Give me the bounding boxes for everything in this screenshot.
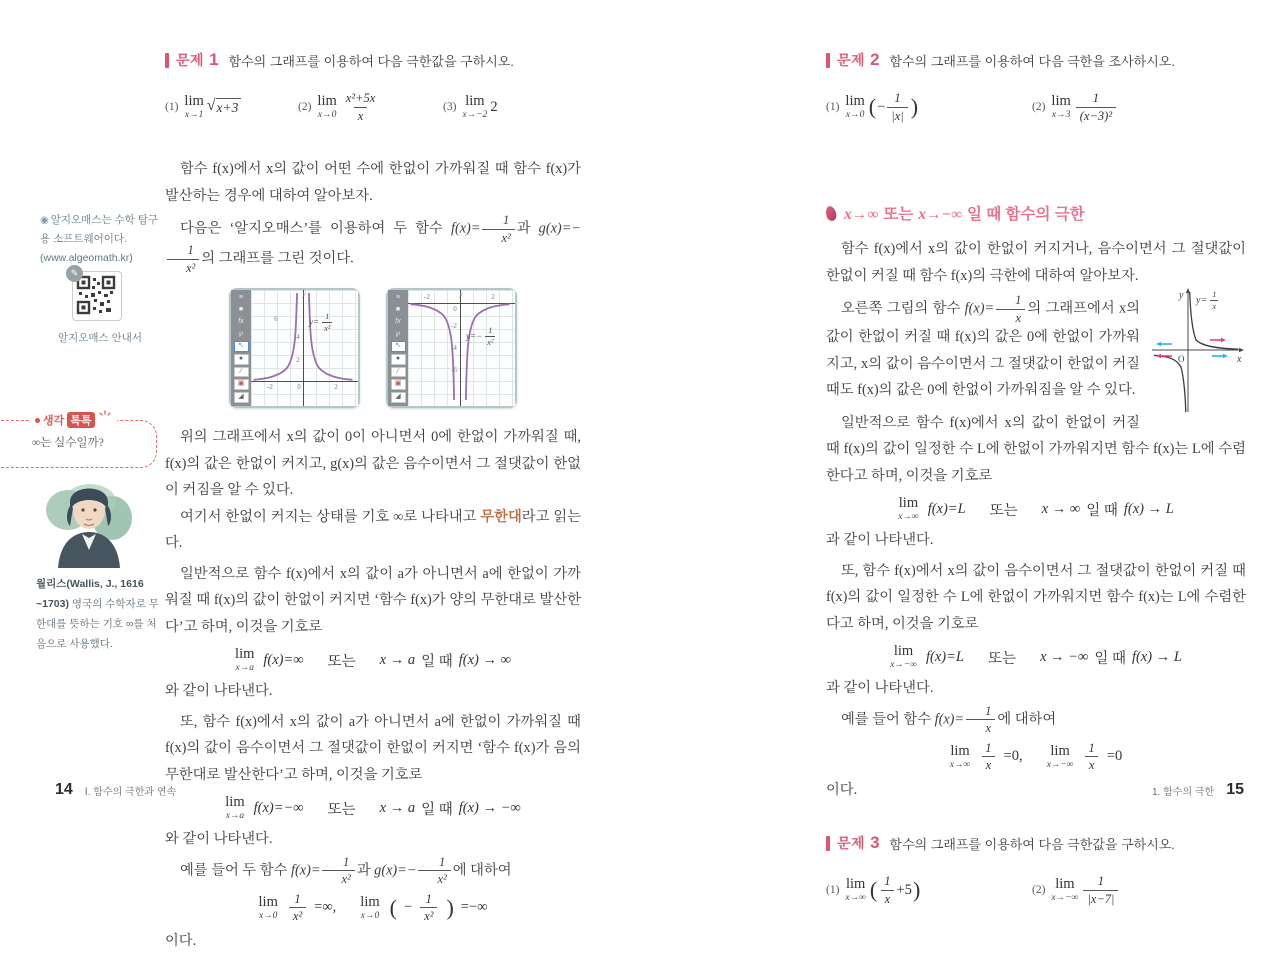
paragraph-notation-4: 과 같이 나타낸다. — [826, 675, 1246, 702]
formula-example-limits-zero: lim x→∞ $\frac{1}{x}$ =0, lim x→−∞ $\frac{1}{x}$ =0 — [826, 742, 1246, 772]
limit-symbol: lim x→−∞ — [1051, 877, 1078, 903]
problem3-prompt: 함수의 그래프를 이용하여 다음 극한값을 구하시오. — [890, 834, 1175, 853]
fraction: $\frac{1}{\text{(x−3)²}}$ — [1076, 92, 1116, 122]
wallis-portrait — [40, 472, 138, 568]
section-heading — [826, 202, 1246, 224]
x-tick: 0 — [297, 383, 301, 391]
formula-limit-L-neg: lim x→−∞ f(x)=L 또는 x → −∞ 일 때 f(x) → L — [826, 644, 1246, 670]
item-number: (3) — [443, 101, 456, 113]
y-tick: 2 — [296, 356, 300, 364]
transform-icon: ◢ — [234, 392, 249, 403]
fx-icon: fx — [392, 317, 405, 327]
menu-icon: ≡ — [392, 293, 405, 303]
menu-icon: ≡ — [235, 293, 248, 303]
paragraph-converge-pos: 일반적으로 함수 f(x)에서 x의 값이 한없이 커질 때 f(x)의 값이 일정한 수 L에 한없이 가까워지면 함수 f(x)는 L에 수렴한다고 하며, 이것을 기호로 — [826, 410, 1246, 490]
limit-symbol: lim x→0 — [259, 895, 278, 921]
blue-arrow-left-icon — [1156, 342, 1172, 346]
point-icon: ● — [234, 354, 249, 365]
shape-icon: ℘ — [392, 329, 405, 339]
open-paren: ( — [870, 881, 877, 899]
algeomath-side-note — [40, 211, 160, 268]
cursor-icon: ↖ — [234, 341, 249, 352]
problem2-number: 2 — [870, 50, 879, 70]
origin-label: O — [1178, 354, 1185, 364]
fraction: $\frac{1}{x}$ — [996, 294, 1025, 324]
x-tick: 2 — [491, 293, 495, 301]
paragraph-ida-1: 이다. — [165, 928, 581, 954]
segment-icon: ∕ — [391, 367, 406, 378]
limit-symbol: lim x→∞ — [898, 496, 919, 522]
curve-label: y=− $\frac{1}{\text{x²}}$ — [466, 326, 497, 346]
x-tick: 2 — [334, 383, 338, 391]
limit-symbol: lim x→0 — [845, 94, 864, 120]
limit-symbol: lim x→a — [235, 647, 254, 673]
page-number-right: 15 — [1226, 781, 1244, 799]
fraction: $\frac{1}{\text{x²}}$ — [322, 856, 354, 886]
formula-limit-L-pos: lim x→∞ f(x)=L 또는 x → ∞ 일 때 f(x) → L — [826, 496, 1246, 522]
highlight-infinity-term: 무한대 — [480, 509, 521, 525]
paragraph-notation-1: 와 같이 나타낸다. — [165, 678, 581, 705]
sparkle-icon — [98, 410, 112, 422]
fraction: $\frac{\text{x²+5x}}{x}$ — [342, 92, 380, 122]
side-note-text: 알지오매스는 수학 탐구용 소프트웨어이다. (www.algeomath.kr) — [40, 214, 158, 264]
paragraph-converge-neg: 또, 함수 f(x)에서 x의 값이 음수이면서 그 절댓값이 한없이 커질 때 f(x)의 값이 일정한 수 L에 한없이 가까워지면 함수 f(x)는 L에 수렴한다고 하며, 이것을 기호로 — [826, 558, 1246, 638]
page-number-left: 14 — [55, 781, 73, 799]
chapter-title-right: 1. 함수의 극한 — [1152, 783, 1214, 798]
fraction: $\frac{1}{\text{x²}}$ — [482, 214, 514, 244]
problem1-prompt: 함수의 그래프를 이용하여 다음 극한값을 구하시오. — [229, 51, 514, 70]
limit-symbol: lim x→−∞ — [890, 644, 917, 670]
problem2-header — [826, 50, 1246, 70]
think-label-highlight: 톡톡 — [67, 412, 94, 428]
paragraph-divergence-intro: 함수 f(x)에서 x의 값이 어떤 수에 한없이 가까워질 때 함수 f(x)가 발산하는 경우에 대하여 알아보자. — [165, 156, 581, 209]
fraction: $\frac{1}{\text{x²}}$ — [289, 893, 306, 923]
paragraph-with-figure — [826, 294, 1246, 404]
item-number: (2) — [1032, 101, 1045, 113]
y-tick: -6 — [451, 366, 457, 374]
problem1-item-3 — [443, 94, 498, 120]
algeomath-panel-1 — [229, 288, 360, 408]
footer-left — [55, 781, 176, 799]
problem2-prompt: 함수의 그래프를 이용하여 다음 극한을 조사하시오. — [890, 51, 1175, 70]
origin-tick: 0 — [453, 305, 457, 313]
fraction: $\frac{1}{\text{x²}}$ — [485, 326, 495, 346]
dot-icon — [35, 418, 40, 423]
think-note-box — [0, 420, 157, 468]
close-paren: ) — [913, 881, 920, 899]
fraction: $\frac{1}{x}$ — [880, 875, 894, 905]
problem2-items — [826, 86, 1246, 128]
close-paren: ) — [446, 899, 453, 917]
problem2-item-2 — [1032, 92, 1118, 122]
board-icon: ■ — [235, 305, 248, 315]
bean-bullet-icon — [824, 205, 837, 222]
limit-symbol: lim x→a — [225, 795, 244, 821]
open-paren: ( — [869, 98, 876, 116]
polygon-icon: ▣ — [234, 379, 249, 390]
fraction: $\frac{1}{\text{x²}}$ — [322, 312, 332, 332]
formula-example-limits: lim x→0 $\frac{1}{\text{x²}}$ =∞, lim x→0 ( − $\frac{1}{\text{x²}}$ ) =−∞ — [165, 893, 581, 923]
chapter-title-left: Ⅰ. 함수의 극한과 연속 — [85, 783, 176, 798]
problem3-number: 3 — [870, 833, 879, 853]
problem3-item-1: (1) lim x→∞ ( $\frac{1}{x}$ +5 ) — [826, 875, 1032, 905]
polygon-icon: ▣ — [391, 379, 406, 390]
close-paren: ) — [911, 98, 918, 116]
item-number: (1) — [826, 884, 839, 896]
x-axis-label: x — [1236, 354, 1242, 365]
problem3-header — [826, 833, 1246, 853]
think-label: 생각 — [43, 412, 64, 428]
formula-diverge-neg: lim x→a f(x)=−∞ 또는 x → a 일 때 f(x) → −∞ — [165, 795, 581, 821]
fraction: $\frac{1}{\text{x²}}$ — [418, 856, 450, 886]
qr-code — [66, 265, 122, 321]
transform-icon: ◢ — [391, 392, 406, 403]
wallis-caption — [36, 574, 160, 654]
paragraph-algeomath: 다음은 ‘알지오매스’를 이용하여 두 함수 f(x)= $\frac{1}{\text{x²}}$ 과 g(x)=− $\frac{1}{\text{x²}}$ 의 그래프를 그린 것이다. — [165, 214, 581, 274]
qr-caption: 알지오매스 안내서 — [36, 330, 164, 345]
y-tick: -4 — [451, 344, 457, 352]
point-icon: ● — [391, 354, 406, 365]
shape-icon: ℘ — [235, 329, 248, 339]
problem1-item-2 — [298, 92, 443, 122]
item-number: (1) — [165, 101, 178, 113]
curve-neg-one-over-x-squared — [408, 290, 512, 402]
left-page-column — [165, 50, 581, 954]
paragraph-reciprocal: 오른쪽 그림의 함수 f(x)= $\frac{1}{x}$ 의 그래프에서 x의 값이 한없이 커질 때 f(x)의 값은 0에 한없이 가까워지고, x의 값이 음수이면서 그 절댓값이 한없이 커질 때도 f(x)의 값은 0에 한없이 가까워짐을 알 수 있다. — [826, 294, 1246, 404]
paragraph-graph-reading: 위의 그래프에서 x의 값이 0이 아니면서 0에 한없이 가까워질 때, f(x)의 값은 한없이 커지고, g(x)의 값은 음수이면서 그 절댓값이 한없이 커짐을 알 수 있다. — [165, 424, 581, 504]
paragraph-ida-2: 이다. — [826, 777, 1246, 804]
wallis-desc: 영국의 수학자로 무한대를 뜻하는 기호 ∞를 처음으로 사용했다. — [36, 598, 159, 650]
footer-right — [1152, 781, 1244, 799]
limit-symbol: lim x→−2 — [462, 94, 487, 120]
problem2-item-1: (1) lim x→0 ( − $\frac{1}{|x|}$ ) — [826, 92, 1032, 122]
paragraph-example-one-function: 예를 들어 함수 f(x)= $\frac{1}{x}$ 에 대하여 — [826, 705, 1246, 735]
problem1-number: 1 — [209, 50, 218, 70]
x-tick: -2 — [267, 383, 273, 391]
limit-symbol: lim x→3 — [1051, 94, 1070, 120]
y-axis-label: y — [302, 290, 305, 298]
problem3-label: 문제 — [837, 833, 865, 853]
pencil-badge-icon: ✎ — [66, 265, 83, 282]
paragraph-negative-divergence: 또, 함수 f(x)에서 x의 값이 a가 아니면서 a에 한없이 가까워질 때 f(x)의 값이 음수이면서 그 절댓값이 한없이 커지면 ‘함수 f(x)가 음의 무한대로 발산한다’고 하며, 이것을 기호로 — [165, 709, 581, 789]
problem1-item-1 — [165, 94, 298, 120]
segment-icon: ∕ — [234, 367, 249, 378]
paragraph-infinity-symbol: 여기서 한없이 커지는 상태를 기호 ∞로 나타내고 무한대라고 읽는다. — [165, 504, 581, 557]
y-tick: -2 — [451, 322, 457, 330]
paragraph-example-two-functions: 예를 들어 두 함수 f(x)= $\frac{1}{\text{x²}}$ 과 g(x)=− $\frac{1}{\text{x²}}$ 에 대하여 — [165, 856, 581, 886]
fraction: $\frac{1}{x}$ — [1210, 290, 1218, 310]
paragraph-notation-2: 와 같이 나타낸다. — [165, 826, 581, 853]
algeomath-toolbar — [388, 290, 408, 406]
formula-diverge-pos: lim x→a f(x)=∞ 또는 x → a 일 때 f(x) → ∞ — [165, 647, 581, 673]
problem3-item-2 — [1032, 875, 1120, 905]
x-tick: -2 — [424, 293, 430, 301]
plot-area-1 — [251, 290, 358, 406]
constant: 2 — [490, 99, 497, 116]
fraction: $\frac{1}{\text{x²}}$ — [420, 893, 437, 923]
blue-arrow-right-icon — [1212, 354, 1228, 358]
fraction: $\frac{1}{|x-7|}$ — [1083, 875, 1118, 905]
think-badge — [30, 412, 117, 428]
limit-symbol: lim x→∞ — [950, 744, 971, 770]
problem1-header — [165, 50, 581, 70]
item-number: (2) — [298, 101, 311, 113]
y-axis-label: y — [1178, 290, 1184, 301]
item-number: (1) — [826, 101, 839, 113]
limit-symbol: lim x→∞ — [845, 877, 866, 903]
limit-symbol: lim x→−∞ — [1047, 744, 1074, 770]
pink-arrow-right-icon — [1210, 338, 1226, 342]
board-icon: ■ — [392, 305, 405, 315]
problem1-label: 문제 — [176, 50, 204, 70]
open-paren: ( — [390, 899, 397, 917]
globe-icon: ◉ — [40, 215, 49, 226]
fraction: $\frac{1}{x}$ — [1085, 742, 1099, 772]
item-number: (2) — [1032, 884, 1045, 896]
red-bar-icon — [826, 53, 830, 68]
curve-label: y= $\frac{1}{\text{x²}}$ — [309, 312, 334, 332]
problem2-label: 문제 — [837, 50, 865, 70]
think-question: ∞는 실수일까? — [32, 434, 104, 450]
y-tick: 4 — [296, 333, 300, 341]
sqrt-expression: √ x+3 — [207, 98, 242, 116]
algeomath-panel-2 — [386, 288, 517, 408]
curve-label: y= $\frac{1}{x}$ — [1196, 290, 1220, 310]
paragraph-notation-3: 과 같이 나타낸다. — [826, 527, 1246, 554]
limit-symbol: lim x→0 — [360, 895, 379, 921]
fx-icon: fx — [235, 317, 248, 327]
algeomath-screenshots — [165, 288, 581, 408]
red-bar-icon — [826, 836, 830, 851]
limit-symbol: lim x→0 — [317, 94, 336, 120]
plot-area-2 — [408, 290, 515, 406]
paragraph-positive-divergence: 일반적으로 함수 f(x)에서 x의 값이 a가 아니면서 a에 한없이 가까워질 때 f(x)의 값이 한없이 커지면 ‘함수 f(x)가 양의 무한대로 발산한다’고 하며, 이것을 기호로 — [165, 561, 581, 641]
y-axis-label: y — [459, 290, 462, 298]
figure-reciprocal-graph — [1152, 288, 1246, 414]
limit-symbol: lim x→1 — [184, 94, 203, 120]
cursor-icon: ↖ — [391, 341, 406, 352]
fraction: $\frac{1}{\text{x²}}$ — [167, 244, 199, 274]
y-tick: 6 — [274, 315, 278, 323]
algeomath-toolbar — [231, 290, 251, 406]
red-bar-icon — [165, 53, 169, 68]
fraction: $\frac{1}{|x|}$ — [887, 92, 907, 122]
section-title: x→∞ 또는 x→−∞ 일 때 함수의 극한 — [844, 202, 1085, 224]
problem1-items — [165, 86, 581, 128]
wallis-name: 월리스(Wallis, J., 1616 ~1703) — [36, 578, 144, 610]
paragraph-section-intro: 함수 f(x)에서 x의 값이 한없이 커지거나, 음수이면서 그 절댓값이 한없이 커질 때 함수 f(x)의 극한에 대하여 알아보자. — [826, 236, 1246, 289]
fraction: $\frac{1}{x}$ — [981, 742, 995, 772]
problem3-items — [826, 869, 1246, 911]
fraction: $\frac{1}{x}$ — [966, 705, 995, 735]
